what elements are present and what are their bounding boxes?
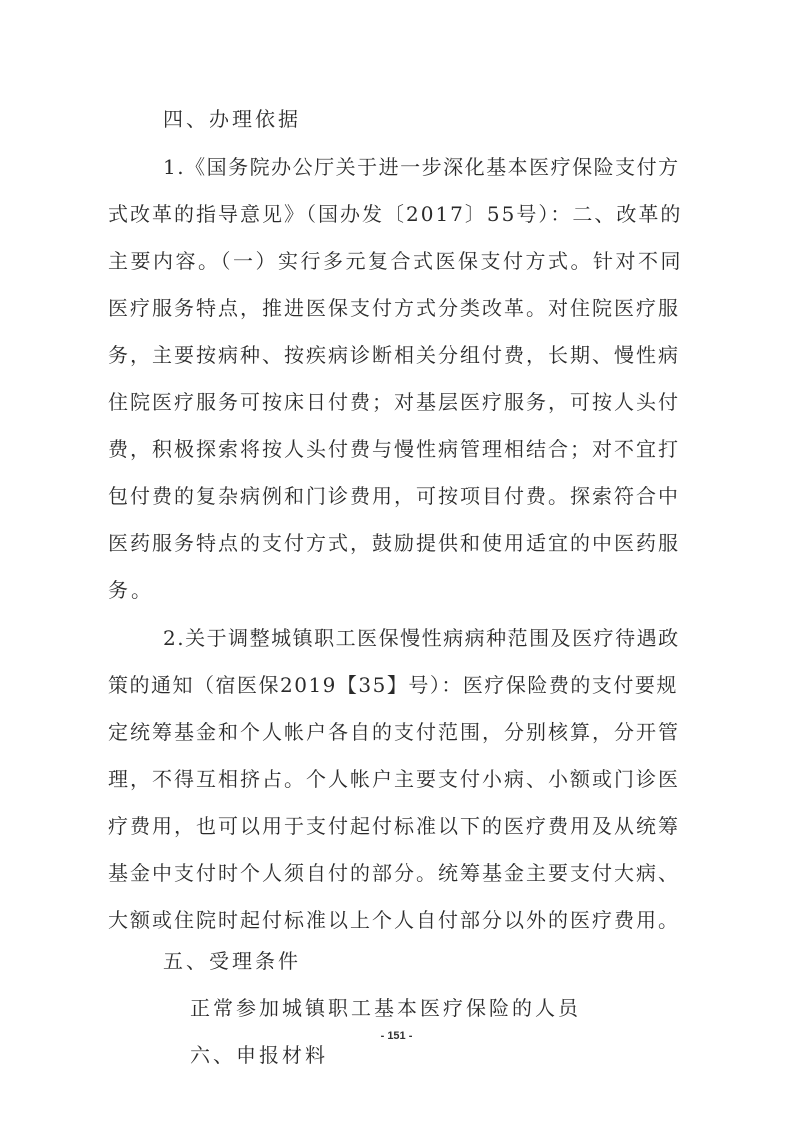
paragraph-line: 务，主要按病种、按疾病诊断相关分组付费，长期、慢性病 bbox=[108, 343, 680, 367]
paragraph-line: 2.关于调整城镇职工医保慢性病病种范围及医疗待遇政 bbox=[163, 626, 680, 650]
paragraph-line: 住院医疗服务可按床日付费；对基层医疗服务，可按人头付 bbox=[108, 390, 680, 414]
paragraph-line: 理，不得互相挤占。个人帐户主要支付小病、小额或门诊医 bbox=[108, 767, 680, 791]
paragraph-line: 疗费用，也可以用于支付起付标准以下的医疗费用及从统筹 bbox=[108, 814, 680, 838]
section-heading-basis: 四、办理依据 bbox=[163, 107, 301, 131]
paragraph-line: 定统筹基金和个人帐户各自的支付范围，分别核算，分开管 bbox=[108, 720, 680, 744]
paragraph-line: 医药服务特点的支付方式，鼓励提供和使用适宜的中医药服 bbox=[108, 531, 680, 555]
paragraph-line: 费，积极探索将按人头付费与慢性病管理相结合；对不宜打 bbox=[108, 437, 680, 461]
section-heading-materials: 六、申报材料 bbox=[190, 1043, 328, 1067]
paragraph-line: 基金中支付时个人须自付的部分。统筹基金主要支付大病、 bbox=[108, 861, 680, 885]
paragraph-line: 大额或住院时起付标准以上个人自付部分以外的医疗费用。 bbox=[108, 908, 680, 932]
paragraph-line: 式改革的指导意见》（国办发〔2017〕55号）：二、改革的 bbox=[108, 202, 683, 226]
paragraph-line: 务。 bbox=[108, 578, 154, 602]
conditions-text: 正常参加城镇职工基本医疗保险的人员 bbox=[190, 996, 581, 1020]
paragraph-line: 策的通知（宿医保2019【35】号）：医疗保险费的支付要规 bbox=[108, 673, 678, 697]
paragraph-line: 主要内容。（一）实行多元复合式医保支付方式。针对不同 bbox=[108, 249, 683, 273]
section-heading-conditions: 五、受理条件 bbox=[163, 949, 301, 973]
paragraph-line: 1.《国务院办公厅关于进一步深化基本医疗保险支付方 bbox=[163, 155, 680, 179]
paragraph-line: 包付费的复杂病例和门诊费用，可按项目付费。探索符合中 bbox=[108, 484, 680, 508]
page-number: - 151 - bbox=[380, 1030, 413, 1042]
paragraph-line: 医疗服务特点，推进医保支付方式分类改革。对住院医疗服 bbox=[108, 296, 680, 320]
